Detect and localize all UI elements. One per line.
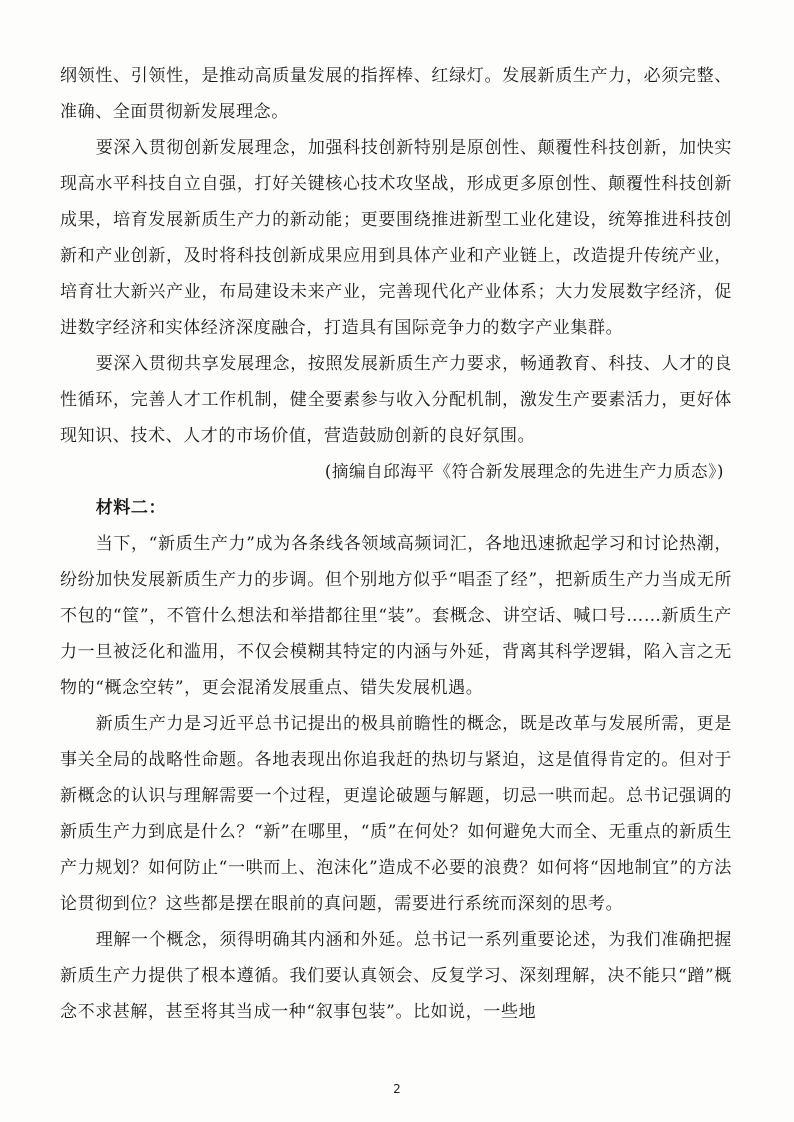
page-number: 2	[393, 1082, 401, 1096]
paragraph-material2-3: 理解一个概念，须得明确其内涵和外延。总书记一系列重要论述，为我们准确把握新质生产力提供了根本遵循。我们要认真领会、反复学习、深刻理解，决不能只“蹭”概念不求甚解，甚至将其当成一种“叙事包装”。比如说，一些地	[60, 930, 732, 1022]
paragraph-sharing: 要深入贯彻共享发展理念，按照发展新质生产力要求，畅通教育、科技、人才的良性循环，完善人才工作机制，健全要素参与收入分配机制，激发生产要素活力，更好体现知识、技术、人才的市场价值，营造鼓励创新的良好氛围。	[60, 354, 732, 446]
paragraph-innovation: 要深入贯彻创新发展理念，加强科技创新特别是原创性、颠覆性科技创新，加快实现高水平科技自立自强，打好关键核心技术攻坚战，形成更多原创性、颠覆性科技创新成果，培育发展新质生产力的新动能；更要围绕推进新型工业化建设，统筹推进科技创新和产业创新，及时将科技创新成果应用到具体产业和产业链上，改造提升传统产业，培育壮大新兴产业，布局建设未来产业，完善现代化产业体系；大力发展数字经济，促进数字经济和实体经济深度融合，打造具有国际竞争力的数字产业集群。	[60, 138, 732, 338]
paragraph-material2-2: 新质生产力是习近平总书记提出的极具前瞻性的概念，既是改革与发展所需，更是事关全局的战略性命题。各地表现出你追我赶的热切与紧迫，这是值得肯定的。但对于新概念的认识与理解需要一个过程，更遑论破题与解题，切忌一哄而起。总书记强调的新质生产力到底是什么？“新”在哪里，“质”在何处？如何避免大而全、无重点的新质生产力规划？如何防止“一哄而上、泡沫化”造成不必要的浪费？如何将“因地制宜”的方法论贯彻到位？这些都是摆在眼前的真问题，需要进行系统而深刻的思考。	[60, 714, 732, 914]
paragraph-material2-1: 当下，“新质生产力”成为各条线各领域高频词汇，各地迅速掀起学习和讨论热潮，纷纷加快发展新质生产力的步调。但个别地方似乎“唱歪了经”，把新质生产力当成无所不包的“筐”，不管什么想法和举措都往里“装”。套概念、讲空话、喊口号……新质生产力一旦被泛化和滥用，不仅会模糊其特定的内涵与外延，背离其科学逻辑，陷入言之无物的“概念空转”，更会混淆发展重点、错失发展机遇。	[60, 534, 732, 698]
paragraph-continuation: 纲领性、引领性，是推动高质量发展的指挥棒、红绿灯。发展新质生产力，必须完整、准确、全面贯彻新发展理念。	[60, 66, 732, 122]
document-body	[60, 58, 732, 1030]
section-heading: 材料二：	[95, 498, 167, 518]
source-citation: (摘编自邱海平《符合新发展理念的先进生产力质态》)	[324, 462, 724, 481]
